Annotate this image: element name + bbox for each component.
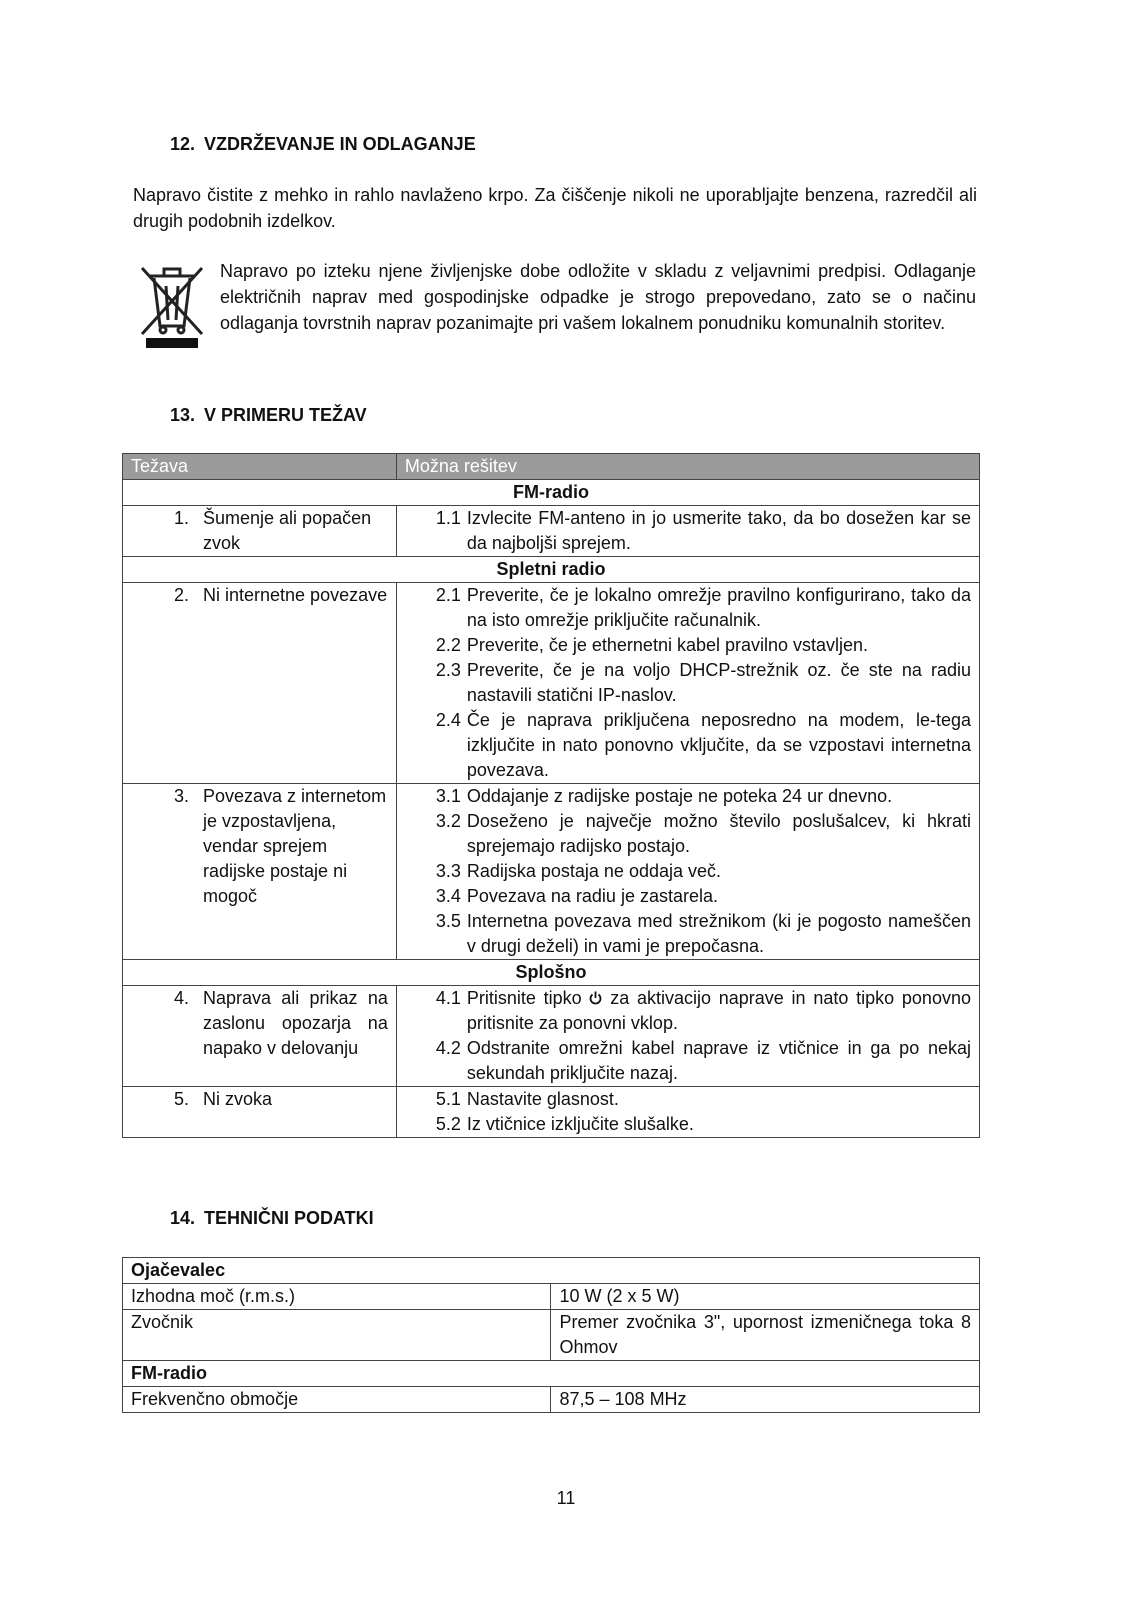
specs-group-row xyxy=(123,1361,980,1387)
solution-item: 3.1 Oddajanje z radijske postaje ne poteka 24 ur dnevno. xyxy=(435,786,893,806)
table-section-row xyxy=(123,960,980,986)
table-row xyxy=(123,1284,980,1310)
section-title: TEHNIČNI PODATKI xyxy=(204,1208,374,1228)
troubleshooting-table xyxy=(122,453,980,1138)
section-title: V PRIMERU TEŽAV xyxy=(204,405,367,425)
section-number: 12. xyxy=(170,134,196,154)
section-label-web-radio: Spletni radio xyxy=(123,557,980,583)
solution-item: 3.5 Internetna povezava med strežnikom (ki je pogosto nameščen v drugi deželi) in vami je prepočasna. xyxy=(435,911,971,956)
solution-item: 3.3 Radijska postaja ne oddaja več. xyxy=(435,861,722,881)
spec-key: Frekvenčno območje xyxy=(123,1387,551,1413)
section-number: 14. xyxy=(170,1208,196,1228)
spec-value: Premer zvočnika 3", upornost izmeničnega toka 8 Ohmov xyxy=(551,1310,980,1361)
problem-item: 4. Naprava ali prikaz na zaslonu opozarja na napako v delovanju xyxy=(173,988,388,1058)
solution-item: 3.2 Doseženo je največje možno število poslušalcev, ki hkrati sprejemajo radijsko postajo. xyxy=(435,811,971,856)
table-row xyxy=(123,1387,980,1413)
table-row xyxy=(123,506,980,557)
spec-value: 10 W (2 x 5 W) xyxy=(551,1284,980,1310)
spec-value: 87,5 – 108 MHz xyxy=(551,1387,980,1413)
table-header-row xyxy=(123,454,980,480)
table-section-row xyxy=(123,480,980,506)
solution-item: 5.2 Iz vtičnice izključite slušalke. xyxy=(435,1114,694,1134)
section-12-heading xyxy=(170,134,476,155)
solution-item: 2.1 Preverite, če je lokalno omrežje pravilno konfigurirano, tako da na isto omrežje priključite računalnik. xyxy=(435,585,971,630)
solution-item: 2.4 Če je naprava priključena neposredno na modem, le-tega izključite in nato ponovno vključite, da se vzpostavi internetna povezava. xyxy=(435,710,971,780)
solution-item: 1.1 Izvlecite FM-anteno in jo usmerite tako, da bo dosežen kar se da najboljši sprejem. xyxy=(435,508,971,553)
section-title: VZDRŽEVANJE IN ODLAGANJE xyxy=(204,134,476,154)
section-14-heading xyxy=(170,1208,374,1229)
table-row xyxy=(123,1310,980,1361)
solution-item: 3.4 Povezava na radiu je zastarela. xyxy=(435,886,718,906)
table-section-row xyxy=(123,557,980,583)
solution-item: 2.2 Preverite, če je ethernetni kabel pravilno vstavljen. xyxy=(435,635,869,655)
weee-bin-icon xyxy=(136,264,208,350)
spec-key: Zvočnik xyxy=(123,1310,551,1361)
solution-item: 4.2 Odstranite omrežni kabel naprave iz vtičnice in ga po nekaj sekundah priključite nazaj. xyxy=(435,1038,971,1083)
solution-item: 2.3 Preverite, če je na voljo DHCP-strežnik oz. če ste na radiu nastavili statični IP-naslov. xyxy=(435,660,971,705)
table-row xyxy=(123,1087,980,1138)
specs-group-label: Ojačevalec xyxy=(123,1258,980,1284)
solution-item: 5.1 Nastavite glasnost. xyxy=(435,1089,619,1109)
problem-item: 3. Povezava z internetom je vzpostavljena, vendar sprejem radijske postaje ni mogoč xyxy=(173,786,387,906)
section-13-heading xyxy=(170,405,367,426)
problem-item: 5. Ni zvoka xyxy=(173,1089,273,1109)
column-header-solution: Možna rešitev xyxy=(396,454,979,480)
table-row xyxy=(123,784,980,960)
spec-key: Izhodna moč (r.m.s.) xyxy=(123,1284,551,1310)
specs-group-label: FM-radio xyxy=(123,1361,980,1387)
table-row xyxy=(123,583,980,784)
disposal-paragraph: Napravo po izteku njene življenjske dobe odložite v skladu z veljavnimi predpisi. Odlaganje električnih naprav med gospodinjske odpadke je strogo prepovedano, zato se o načinu odlaganja tovrstnih naprav pozanimajte pri vašem lokalnem ponudniku komunalnih storitev. xyxy=(220,261,976,333)
maintenance-paragraph: Napravo čistite z mehko in rahlo navlaženo krpo. Za čiščenje nikoli ne uporabljajte benzena, razredčil ali drugih podobnih izdelkov. xyxy=(133,185,977,231)
table-row xyxy=(123,986,980,1087)
section-label-general: Splošno xyxy=(123,960,980,986)
problem-item: 1. Šumenje ali popačen zvok xyxy=(173,508,372,553)
column-header-problem: Težava xyxy=(123,454,397,480)
specs-table xyxy=(122,1257,980,1413)
solution-item: 4.1 Pritisnite tipko za aktivacijo naprave in nato tipko ponovno pritisnite za ponovni vklop. xyxy=(435,988,971,1033)
problem-item: 2. Ni internetne povezave xyxy=(173,585,388,605)
section-number: 13. xyxy=(170,405,196,425)
power-icon xyxy=(589,991,602,1005)
page-number: 11 xyxy=(556,1488,576,1508)
specs-group-row xyxy=(123,1258,980,1284)
section-label-fm: FM-radio xyxy=(123,480,980,506)
